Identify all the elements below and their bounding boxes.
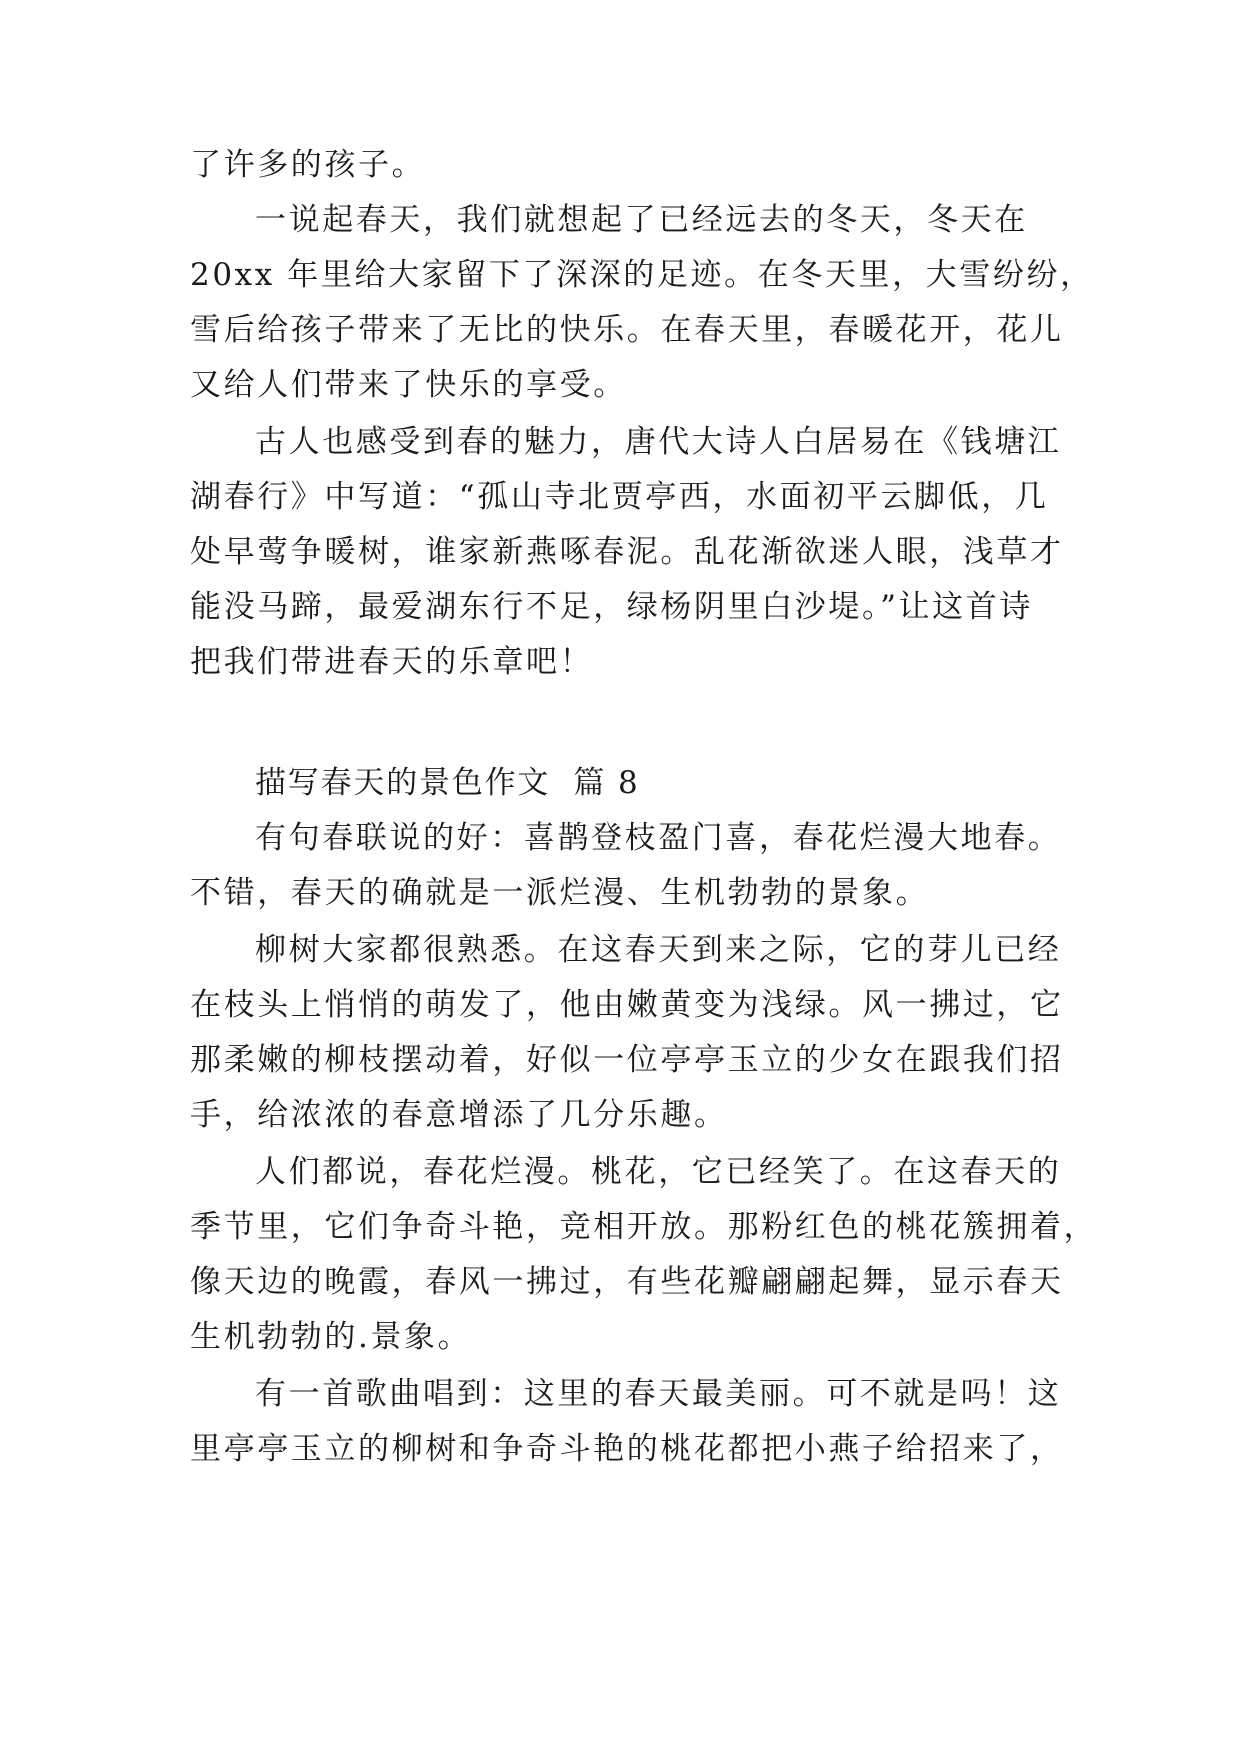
paragraph-line: 20xx 年里给大家留下了深深的足迹。在冬天里，大雪纷纷， xyxy=(190,257,1094,293)
paragraph-line: 在枝头上悄悄的萌发了，他由嫩黄变为浅绿。风一拂过，它 xyxy=(190,987,1064,1023)
paragraph-line: 像天边的晚霞，春风一拂过，有些花瓣翩翩起舞，显示春天 xyxy=(190,1264,1064,1300)
paragraph-line: 不错，春天的确就是一派烂漫、生机勃勃的景象。 xyxy=(190,875,930,911)
paragraph-line: 一说起春天，我们就想起了已经远去的冬天，冬天在 xyxy=(255,202,1028,238)
paragraph-line: 古人也感受到春的魅力，唐代大诗人白居易在《钱塘江 xyxy=(255,424,1062,460)
paragraph-line: 季节里，它们争奇斗艳，竞相开放。那粉红色的桃花簇拥着， xyxy=(190,1209,1098,1245)
section-heading: 描写春天的景色作文 篇 8 xyxy=(255,765,640,801)
paragraph-line: 柳树大家都很熟悉。在这春天到来之际，它的芽儿已经 xyxy=(255,932,1062,968)
paragraph-line: 把我们带进春天的乐章吧！ xyxy=(190,644,594,680)
paragraph-line: 有句春联说的好：喜鹊登枝盈门喜，春花烂漫大地春。 xyxy=(255,820,1062,856)
paragraph-line: 了许多的孩子。 xyxy=(190,147,426,183)
paragraph-line: 湖春行》中写道：“孤山寺北贾亭西，水面初平云脚低，几 xyxy=(190,479,1049,515)
paragraph-line: 又给人们带来了快乐的享受。 xyxy=(190,367,627,403)
paragraph-line: 能没马蹄，最爱湖东行不足，绿杨阴里白沙堤。”让这首诗 xyxy=(190,589,1033,625)
paragraph-line: 雪后给孩子带来了无比的快乐。在春天里，春暖花开，花儿 xyxy=(190,312,1064,348)
paragraph-line: 人们都说，春花烂漫。桃花，它已经笑了。在这春天的 xyxy=(255,1154,1062,1190)
paragraph-line: 处早莺争暖树，谁家新燕啄春泥。乱花渐欲迷人眼，浅草才 xyxy=(190,534,1064,570)
paragraph-line: 手，给浓浓的春意增添了几分乐趣。 xyxy=(190,1097,728,1133)
paragraph-line: 里亭亭玉立的柳树和争奇斗艳的桃花都把小燕子给招来了， xyxy=(190,1431,1064,1467)
paragraph-line: 有一首歌曲唱到：这里的春天最美丽。可不就是吗！这 xyxy=(255,1376,1062,1412)
paragraph-line: 那柔嫩的柳枝摆动着，好似一位亭亭玉立的少女在跟我们招 xyxy=(190,1042,1064,1078)
paragraph-line: 生机勃勃的.景象。 xyxy=(190,1319,472,1355)
